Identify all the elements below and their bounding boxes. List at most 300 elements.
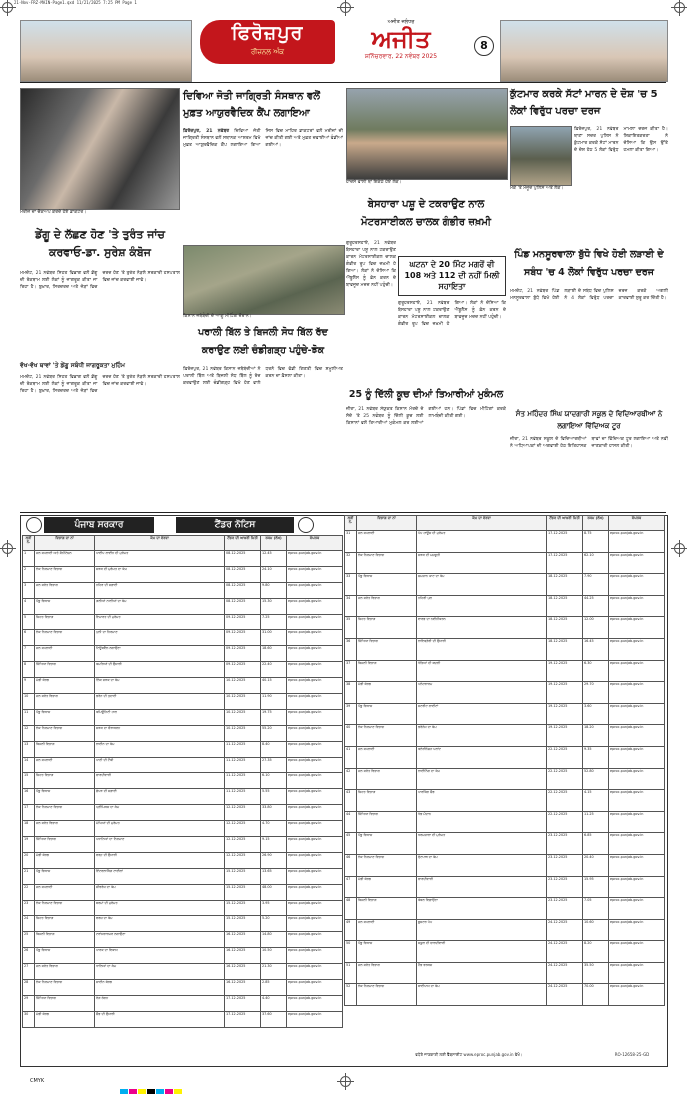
tender-row bbox=[23, 916, 343, 932]
tender-row bbox=[345, 660, 665, 682]
tender-cell: ਸੜਕ ਦਾ ਚੌੜਾਕਰਨ bbox=[95, 725, 225, 741]
tender-cell: ਸਿੱਖਿਆ ਵਿਭਾਗ bbox=[35, 662, 95, 678]
tender-cell: 48 bbox=[345, 898, 357, 920]
tender-cell: 31 bbox=[345, 531, 357, 553]
tender-cell: ਪੇਂਡੂ ਵਿਕਾਸ bbox=[357, 703, 417, 725]
tender-cell: eproc.punjab.gov.in bbox=[287, 551, 343, 567]
tender-row bbox=[23, 805, 343, 821]
tender-cell: ਲਿੰਕ ਸੜਕ ਦਾ ਕੰਮ bbox=[95, 678, 225, 694]
camp-text bbox=[183, 128, 343, 238]
tender-cell: 62.10 bbox=[583, 552, 609, 574]
crop-mark bbox=[2, 2, 13, 13]
tender-cell: ਮੰਡੀ ਬੋਰਡ bbox=[357, 682, 417, 704]
assault-photo bbox=[510, 126, 572, 186]
protest-photo-caption: ਕਿਸਾਨ ਜਥੇਬੰਦੀ ਦੇ ਆਗੂ ਮੀਟਿੰਗ ਦੌਰਾਨ। bbox=[183, 314, 252, 319]
tender-cell: 08.12.2025 bbox=[225, 551, 261, 567]
tender-cell: eproc.punjab.gov.in bbox=[609, 617, 665, 639]
school-headline: ਸੰਤ ਮਹਿੰਦਰ ਸਿੰਘ ਯਾਦਗਾਰੀ ਸਕੂਲ ਦੇ ਵਿਦਿਆਰਥੀਆਂ ਨੇ ਲਗਾਇਆ ਵਿੱਦਿਅਕ ਟੂਰ bbox=[515, 410, 663, 430]
tender-row bbox=[23, 1011, 343, 1027]
tender-cell: ਬਿਜਲੀ ਵਿਭਾਗ bbox=[357, 898, 417, 920]
tender-cell: 12.12.2025 bbox=[225, 852, 261, 868]
tender-cell: eproc.punjab.gov.in bbox=[609, 660, 665, 682]
tender-cell: 27.35 bbox=[261, 757, 287, 773]
tender-cell: ਜਲ ਸਪਲਾਈ bbox=[35, 884, 95, 900]
tender-row bbox=[23, 678, 343, 694]
tender-cell: 15.12.2025 bbox=[225, 916, 261, 932]
tender-cell: 17.12.2025 bbox=[547, 552, 583, 574]
tender-cell: ਡਰੇਨੇਜ ਦਾ ਕੰਮ bbox=[417, 725, 547, 747]
tender-cell: 23.12.2025 bbox=[547, 854, 583, 876]
tender-cell: ਲਾਇਬ੍ਰੇਰੀ ਦੀ ਉਸਾਰੀ bbox=[417, 638, 547, 660]
tender-cell: 19.75 bbox=[261, 709, 287, 725]
tender-cell: ਨਹਿਰ ਦੀ ਸਫ਼ਾਈ bbox=[95, 582, 225, 598]
tender-cell: eproc.punjab.gov.in bbox=[609, 768, 665, 790]
tender-row bbox=[345, 811, 665, 833]
tender-cell: ਪੇਂਡੂ ਵਿਕਾਸ bbox=[35, 709, 95, 725]
tender-cell: 38 bbox=[345, 682, 357, 704]
tender-cell: 37.60 bbox=[261, 1011, 287, 1027]
tender-row bbox=[345, 595, 665, 617]
tender-cell: eproc.punjab.gov.in bbox=[287, 630, 343, 646]
brand-tagline: ਅਜੀਤ ਜਲੰਧਰ bbox=[387, 19, 415, 25]
tender-cell: eproc.punjab.gov.in bbox=[287, 948, 343, 964]
dengue-subhead: ਵੱਖ-ਵੱਖ ਥਾਵਾਂ 'ਤੇ ਡੇਂਗੂ ਸਬੰਧੀ ਜਾਗਰੂਕਤਾ ਮੁਹਿੰਮ bbox=[20, 362, 125, 369]
tender-cell: 21.30 bbox=[261, 964, 287, 980]
tender-cell: ਇੰਟਰਲਾਕਿੰਗ ਟਾਈਲਾਂ bbox=[95, 868, 225, 884]
tender-cell: 11.12.2025 bbox=[225, 789, 261, 805]
tender-cell: eproc.punjab.gov.in bbox=[609, 703, 665, 725]
tender-cell: 31.00 bbox=[261, 630, 287, 646]
tender-cell: ਛੱਪੜ ਦੀ ਸਫ਼ਾਈ bbox=[95, 789, 225, 805]
tender-cell: ਸੜਕ ਦੀ ਮੁਰੰਮਤ ਦਾ ਕੰਮ bbox=[95, 566, 225, 582]
masthead-city-banner bbox=[200, 20, 335, 64]
masthead-left-photo bbox=[20, 20, 192, 82]
tender-cell: eproc.punjab.gov.in bbox=[287, 741, 343, 757]
tender-cell: 6.10 bbox=[261, 773, 287, 789]
tender-cell: ਮੋਘਿਆਂ ਦੀ ਮੁਰੰਮਤ bbox=[95, 821, 225, 837]
tender-cell: 39 bbox=[345, 703, 357, 725]
section-rule bbox=[20, 512, 666, 513]
tender-cell: 55.20 bbox=[261, 725, 287, 741]
tender-cell: ਜਲ ਸਰੋਤ ਵਿਭਾਗ bbox=[357, 962, 417, 984]
tender-cell: ਲੋਕ ਨਿਰਮਾਣ ਵਿਭਾਗ bbox=[357, 854, 417, 876]
tender-row bbox=[23, 948, 343, 964]
tender-cell: 10.12.2025 bbox=[225, 694, 261, 710]
brand-logo: ਅਜੀਤ bbox=[371, 25, 431, 53]
tender-cell: ਜਲ ਸਰੋਤ ਵਿਭਾਗ bbox=[357, 595, 417, 617]
tender-cell: 7.05 bbox=[583, 898, 609, 920]
col-header: ਲੜੀ ਨੰ. bbox=[345, 516, 357, 531]
tender-cell: 12.12.2025 bbox=[225, 821, 261, 837]
col-header: ਟੈਂਡਰ ਦੀ ਆਖ਼ਰੀ ਮਿਤੀ bbox=[225, 536, 261, 551]
tender-cell: eproc.punjab.gov.in bbox=[609, 833, 665, 855]
tender-cell: 13.65 bbox=[261, 868, 287, 884]
tender-row bbox=[345, 941, 665, 963]
tender-cell: eproc.punjab.gov.in bbox=[609, 854, 665, 876]
tender-cell: ਸਟਰੀਟ ਲਾਈਟਾਂ bbox=[417, 703, 547, 725]
punjab-emblem-icon bbox=[26, 517, 42, 533]
tender-ad-code: RO-12658-25-GD bbox=[614, 1052, 650, 1057]
tender-cell: 52 bbox=[345, 984, 357, 1006]
tender-cell: 11.12.2025 bbox=[225, 741, 261, 757]
tender-cell: ਲੋਕ ਨਿਰਮਾਣ ਵਿਭਾਗ bbox=[35, 980, 95, 996]
tender-cell: ਸਿੱਖਿਆ ਵਿਭਾਗ bbox=[357, 811, 417, 833]
tender-cell: 15.95 bbox=[583, 876, 609, 898]
tender-cell: 5.20 bbox=[261, 916, 287, 932]
tender-cell: 22.12.2025 bbox=[547, 746, 583, 768]
tender-row bbox=[345, 833, 665, 855]
tender-cell: eproc.punjab.gov.in bbox=[609, 876, 665, 898]
tender-cell: 9.15 bbox=[261, 837, 287, 853]
tender-cell: ਸਿਹਤ ਵਿਭਾਗ bbox=[35, 614, 95, 630]
tender-cell: 17 bbox=[23, 805, 35, 821]
tender-row bbox=[345, 725, 665, 747]
col-header: ਲੜੀ ਨੰ. bbox=[23, 536, 35, 551]
col-header: ਰਕਮ (ਲੱਖ) bbox=[583, 516, 609, 531]
tender-cell: eproc.punjab.gov.in bbox=[609, 552, 665, 574]
tender-title: ਟੈਂਡਰ ਨੋਟਿਸ bbox=[176, 517, 294, 533]
tender-row bbox=[23, 868, 343, 884]
col-header: ਵਿਭਾਗ ਦਾ ਨਾਂ bbox=[35, 536, 95, 551]
tender-cell: ਲਾਈਨ ਦਾ ਕੰਮ bbox=[95, 741, 225, 757]
tender-cell: 15.12.2025 bbox=[225, 900, 261, 916]
tender-cell: ਇਮਾਰਤ ਦੀ ਮੁਰੰਮਤ bbox=[95, 614, 225, 630]
tender-cell: eproc.punjab.gov.in bbox=[287, 598, 343, 614]
tender-cell: 15.30 bbox=[261, 598, 287, 614]
tender-cell: 19.12.2025 bbox=[547, 703, 583, 725]
tender-cell: 9.80 bbox=[261, 582, 287, 598]
tender-cell: ਪੇਂਡੂ ਵਿਕਾਸ bbox=[357, 574, 417, 596]
tender-cell: 22.12.2025 bbox=[547, 768, 583, 790]
city-name: ਫਿਰੋਜ਼ਪੁਰ bbox=[231, 22, 304, 44]
tender-cell: ਕੇਬਲ ਵਿਛਾਉਣਾ bbox=[417, 898, 547, 920]
tender-cell: eproc.punjab.gov.in bbox=[287, 821, 343, 837]
tender-cell: eproc.punjab.gov.in bbox=[287, 694, 343, 710]
tender-cell: ਸੀਵਰੇਜ ਦਾ ਕੰਮ bbox=[95, 884, 225, 900]
tender-row bbox=[23, 694, 343, 710]
camp-dateline: ਫ਼ਿਰੋਜ਼ਪੁਰ, 21 ਨਵੰਬਰ bbox=[183, 129, 230, 134]
tender-cell: ਕਮਿਊਨਿਟੀ ਹਾਲ bbox=[95, 709, 225, 725]
tender-cell: 11 bbox=[23, 709, 35, 725]
tender-row bbox=[23, 837, 343, 853]
tender-cell: ਪੁਲੀ ਦਾ ਨਿਰਮਾਣ bbox=[95, 630, 225, 646]
tender-cell: eproc.punjab.gov.in bbox=[609, 746, 665, 768]
tender-cell: 15 bbox=[23, 773, 35, 789]
tender-cell: ਪਾਈਪ ਲਾਈਨ ਦੀ ਮੁਰੰਮਤ bbox=[95, 551, 225, 567]
tender-cell: ਕਮਰਿਆਂ ਦੀ ਉਸਾਰੀ bbox=[95, 662, 225, 678]
accident-text: ਗੁਰੂਹਰਸਹਾਏ, 21 ਨਵੰਬਰ ਬੇਸਹਾਰਾ ਪਸ਼ੂ ਨਾਲ ਟਕਰਾਉਣ ਕਾਰਨ ਮੋਟਰਸਾਈਕਲ ਚਾਲਕ ਗੰਭੀਰ ਰੂਪ ਵਿਚ ਜ਼ਖ਼ਮੀ ਹੋ ਗਿਆ। ਲੋਕਾਂ ਨੇ ਦੱਸਿਆ ਕਿ ਐਂਬੂਲੈਂਸ ਨੂੰ ਫ਼ੋਨ ਕਰਨ ਦੇ ਬਾਵਜੂਦ ਮਦਦ ਨਹੀਂ ਪਹੁੰਚੀ। bbox=[346, 241, 396, 288]
tender-cell: ਸਿੱਖਿਆ ਵਿਭਾਗ bbox=[35, 995, 95, 1011]
tender-cell: 19.12.2025 bbox=[547, 682, 583, 704]
tender-cell: 18.12.2025 bbox=[547, 638, 583, 660]
dengue-photo-caption: ਮਰੀਜ਼ ਦਾ ਚੈੱਕਅਪ ਕਰਦੇ ਹੋਏ ਡਾਕਟਰ। bbox=[20, 210, 87, 215]
tender-cell: 42 bbox=[345, 768, 357, 790]
tender-cell: eproc.punjab.gov.in bbox=[287, 614, 343, 630]
tender-cell: 70.00 bbox=[583, 984, 609, 1006]
tender-cell: 4.70 bbox=[261, 821, 287, 837]
tender-cell: eproc.punjab.gov.in bbox=[609, 595, 665, 617]
tender-cell: ਪੇਂਡੂ ਵਿਕਾਸ bbox=[35, 598, 95, 614]
tender-cell: 9 bbox=[23, 678, 35, 694]
tender-cell: 22.12.2025 bbox=[547, 790, 583, 812]
issue-date: ਸ਼ਨਿੱਚਰਵਾਰ, 22 ਨਵੰਬਰ 2025 bbox=[364, 53, 438, 60]
tender-cell: 33 bbox=[345, 574, 357, 596]
tender-cell: 11.12.2025 bbox=[225, 773, 261, 789]
tender-row bbox=[23, 964, 343, 980]
tender-cell: ਪੇਂਡੂ ਵਿਕਾਸ bbox=[35, 948, 95, 964]
tender-row bbox=[23, 598, 343, 614]
tender-cell: 7 bbox=[23, 646, 35, 662]
tender-cell: ਖੰਭਿਆਂ ਦੀ ਬਦਲੀ bbox=[417, 660, 547, 682]
tender-cell: ਪਾਰਕਿੰਗ ਸ਼ੈੱਡ bbox=[417, 790, 547, 812]
tender-cell: ਪੰਪ ਹਾਊਸ ਦੀ ਮੁਰੰਮਤ bbox=[417, 531, 547, 553]
protest-headline: ਪਰਾਲੀ ਬਿੱਲ ਤੇ ਬਿਜਲੀ ਸੋਧ ਬਿੱਲ ਰੱਦ ਕਰਾਉਣ ਲਈ ਚੰਡੀਗੜ੍ਹ ਪਹੁੰਚੇ-ਝੋਕ bbox=[198, 327, 328, 356]
col-header: ਸੰਪਰਕ bbox=[287, 536, 343, 551]
tender-cell: 33.80 bbox=[261, 805, 287, 821]
tender-cell: ਚਾਰਦੀਵਾਰੀ bbox=[95, 773, 225, 789]
tender-cell: eproc.punjab.gov.in bbox=[609, 682, 665, 704]
tender-cell: 19.12.2025 bbox=[547, 660, 583, 682]
tender-cell: eproc.punjab.gov.in bbox=[287, 900, 343, 916]
assault-headline: ਕੁੱਟਮਾਰ ਕਰਕੇ ਸੱਟਾਂ ਮਾਰਨ ਦੇ ਦੋਸ਼ 'ਚ 5 ਲੋਕਾਂ ਵਿਰੁੱਧ ਪਰਚਾ ਦਰਜ bbox=[510, 89, 658, 117]
tender-cell: eproc.punjab.gov.in bbox=[287, 678, 343, 694]
tender-cell: 16.12.2025 bbox=[225, 980, 261, 996]
tender-cell: ਡਰੇਨ ਦੀ ਖੁਦਾਈ bbox=[95, 694, 225, 710]
tender-row bbox=[23, 709, 343, 725]
tender-cell: 8.40 bbox=[261, 741, 287, 757]
delhi-march-headline: 25 ਨੂੰ ਦਿੱਲੀ ਕੂਚ ਦੀਆਂ ਤਿਆਰੀਆਂ ਮੁਕੰਮਲ bbox=[348, 389, 504, 400]
tender-cell: ਸਾਈਨ ਬੋਰਡ bbox=[95, 980, 225, 996]
fight-text: ਮਮਦੋਟ, 21 ਨਵੰਬਰ ਪਿੰਡ ਮਨਸੂਰਵਾਲਾ ਬੁੱਧੋ ਵਿਖੇ ਹੋਈ ਲੜਾਈ ਦੇ ਸਬੰਧ ਵਿਚ ਪੁਲਿਸ ਨੇ 4 ਲੋਕਾਂ ਵਿਰੁੱਧ ਪਰਚਾ ਦਰਜ ਕਰਕੇ ਅਗਲੀ ਕਾਰਵਾਈ ਸ਼ੁਰੂ ਕਰ ਦਿੱਤੀ ਹੈ। bbox=[510, 289, 668, 301]
tender-cell: 18.60 bbox=[261, 646, 287, 662]
tender-cell: 20 bbox=[23, 852, 35, 868]
file-slug: 21-Nov-FRZ-MAIN-Page1.qxd 11/21/2025 7:25 PM Page 1 bbox=[14, 0, 137, 5]
tender-cell: ਜਲ ਸਪਲਾਈ bbox=[357, 531, 417, 553]
tender-cell: 13 bbox=[23, 741, 35, 757]
tender-govt-title: ਪੰਜਾਬ ਸਰਕਾਰ bbox=[44, 517, 154, 533]
tender-cell: eproc.punjab.gov.in bbox=[609, 919, 665, 941]
tender-cell: 09.12.2025 bbox=[225, 646, 261, 662]
tender-cell: ਪਾਣੀ ਦੀ ਟੈਂਕੀ bbox=[95, 757, 225, 773]
tender-cell: eproc.punjab.gov.in bbox=[609, 984, 665, 1006]
tender-cell: 36 bbox=[345, 638, 357, 660]
tender-row bbox=[345, 790, 665, 812]
tender-row bbox=[23, 725, 343, 741]
tender-cell: 14.80 bbox=[261, 932, 287, 948]
tender-row bbox=[345, 703, 665, 725]
tender-cell: ਲਾਈਨਿੰਗ ਦਾ ਕੰਮ bbox=[417, 768, 547, 790]
tender-cell: ਸਕੂਲ ਦੀ ਚਾਰਦੀਵਾਰੀ bbox=[417, 941, 547, 963]
tender-cell: 24.12.2025 bbox=[547, 984, 583, 1006]
tender-cell: ਬਿਜਲੀ ਵਿਭਾਗ bbox=[35, 932, 95, 948]
tender-cell: 10.12.2025 bbox=[225, 678, 261, 694]
tender-cell: 29.70 bbox=[583, 682, 609, 704]
tender-cell: 40.15 bbox=[261, 678, 287, 694]
tender-cell: 2 bbox=[23, 566, 35, 582]
tender-cell: eproc.punjab.gov.in bbox=[287, 852, 343, 868]
tender-cell: 12.00 bbox=[583, 617, 609, 639]
col-header: ਟੈਂਡਰ ਦੀ ਆਖ਼ਰੀ ਮਿਤੀ bbox=[547, 516, 583, 531]
tender-cell: ਪ੍ਰੀਮਿਕਸ ਦਾ ਕੰਮ bbox=[95, 805, 225, 821]
tender-cell: 24.10 bbox=[261, 566, 287, 582]
tender-cell: 37 bbox=[345, 660, 357, 682]
camp-photo bbox=[20, 88, 180, 210]
tender-cell: eproc.punjab.gov.in bbox=[287, 964, 343, 980]
tender-row bbox=[23, 789, 343, 805]
tender-cell: 23.12.2025 bbox=[547, 876, 583, 898]
tender-cell: 25 bbox=[23, 932, 35, 948]
tender-cell: 08.12.2025 bbox=[225, 566, 261, 582]
tender-cell: 18 bbox=[23, 821, 35, 837]
fight-headline: ਪਿੰਡ ਮਨਸੂਰਵਾਲਾ ਬੁੱਧੋ ਵਿਖੇ ਹੋਈ ਲੜਾਈ ਦੇ ਸਬੰਧ 'ਚ 4 ਲੋਕਾਂ ਵਿਰੁੱਧ ਪਰਚਾ ਦਰਜ bbox=[514, 249, 664, 278]
accident-photo bbox=[346, 88, 508, 180]
tender-cell: ਖਾਲਿਆਂ ਦਾ ਕੰਮ bbox=[95, 964, 225, 980]
tender-cell: ਜਲ ਸਰੋਤ ਵਿਭਾਗ bbox=[35, 582, 95, 598]
tender-row bbox=[345, 746, 665, 768]
tender-cell: 10.60 bbox=[583, 919, 609, 941]
tender-row bbox=[23, 932, 343, 948]
tender-cell: 15.12.2025 bbox=[225, 868, 261, 884]
tender-cell: eproc.punjab.gov.in bbox=[609, 531, 665, 553]
tender-cell: 4 bbox=[23, 598, 35, 614]
tender-cell: 7.90 bbox=[583, 574, 609, 596]
tender-cell: eproc.punjab.gov.in bbox=[609, 638, 665, 660]
tender-cell: ਲੋਕ ਨਿਰਮਾਣ ਵਿਭਾਗ bbox=[35, 725, 95, 741]
tender-cell: 12.12.2025 bbox=[225, 837, 261, 853]
tender-row bbox=[23, 852, 343, 868]
accident-text-2: ਗੁਰੂਹਰਸਹਾਏ, 21 ਨਵੰਬਰ ਬੇਸਹਾਰਾ ਪਸ਼ੂ ਨਾਲ ਟਕਰਾਉਣ ਕਾਰਨ ਮੋਟਰਸਾਈਕਲ ਚਾਲਕ ਗੰਭੀਰ ਰੂਪ ਵਿਚ ਜ਼ਖ਼ਮੀ ਹੋ ਗਿਆ। ਲੋਕਾਂ ਨੇ ਦੱਸਿਆ ਕਿ ਐਂਬੂਲੈਂਸ ਨੂੰ ਫ਼ੋਨ ਕਰਨ ਦੇ ਬਾਵਜੂਦ ਮਦਦ ਨਹੀਂ ਪਹੁੰਚੀ। bbox=[398, 301, 506, 327]
tender-cell: 45 bbox=[345, 833, 357, 855]
edition-name: ਰੀਜ਼ਨਲ ਅੰਕ bbox=[250, 48, 285, 56]
tender-row bbox=[345, 984, 665, 1006]
tender-cell: ਫੁੱਟਪਾਥ ਦਾ ਕੰਮ bbox=[417, 854, 547, 876]
tender-cell: ਸਿੱਖਿਆ ਵਿਭਾਗ bbox=[35, 837, 95, 853]
tender-table-left bbox=[22, 535, 343, 1028]
tender-cell: 27 bbox=[23, 964, 35, 980]
tender-cell: 6 bbox=[23, 630, 35, 646]
tender-cell: eproc.punjab.gov.in bbox=[609, 962, 665, 984]
tender-cell: 11.25 bbox=[583, 811, 609, 833]
tender-cell: eproc.punjab.gov.in bbox=[287, 566, 343, 582]
tender-cell: 1 bbox=[23, 551, 35, 567]
tender-cell: ਬਿਜਲੀ ਵਿਭਾਗ bbox=[35, 741, 95, 757]
tender-table-right bbox=[344, 515, 665, 1006]
tender-cell: eproc.punjab.gov.in bbox=[287, 582, 343, 598]
tender-cell: eproc.punjab.gov.in bbox=[287, 884, 343, 900]
tender-cell: ਲੋਕ ਨਿਰਮਾਣ ਵਿਭਾਗ bbox=[357, 552, 417, 574]
tender-cell: ਲੋਕ ਨਿਰਮਾਣ ਵਿਭਾਗ bbox=[35, 566, 95, 582]
tender-cell: 16.12.2025 bbox=[225, 932, 261, 948]
tender-cell: eproc.punjab.gov.in bbox=[287, 980, 343, 996]
tender-row bbox=[23, 773, 343, 789]
dengue-text: ਮਮਦੋਟ, 21 ਨਵੰਬਰ ਸਿਹਤ ਵਿਭਾਗ ਵਲੋਂ ਡੇਂਗੂ ਦੀ ਰੋਕਥਾਮ ਲਈ ਲੋਕਾਂ ਨੂੰ ਜਾਗਰੂਕ ਕੀਤਾ ਜਾ ਰਿਹਾ ਹੈ। ਬੁਖ਼ਾਰ, ਸਿਰਦਰਦ ਅਤੇ ਜੋੜਾਂ ਵਿਚ ਦਰਦ ਹੋਣ 'ਤੇ ਤੁਰੰਤ ਨੇੜਲੇ ਸਰਕਾਰੀ ਹਸਪਤਾਲ ਵਿਚ ਜਾਂਚ ਕਰਵਾਈ ਜਾਵੇ। bbox=[20, 271, 180, 290]
tender-cell: eproc.punjab.gov.in bbox=[287, 646, 343, 662]
page-number: 8 bbox=[474, 36, 494, 56]
tender-row bbox=[23, 662, 343, 678]
color-strip-label: CMYK bbox=[30, 1078, 45, 1084]
tender-footer: ਵਧੇਰੇ ਜਾਣਕਾਰੀ ਲਈ ਵੈੱਬਸਾਈਟ www.eproc.punjab.gov.in ਵੇਖੋ। bbox=[415, 1052, 523, 1057]
tender-row bbox=[345, 898, 665, 920]
tender-cell: 3.95 bbox=[261, 900, 287, 916]
tender-cell: ਜਲ ਸਰੋਤ ਵਿਭਾਗ bbox=[35, 821, 95, 837]
tender-cell: ਫੜ੍ਹ ਦੀ ਉਸਾਰੀ bbox=[95, 852, 225, 868]
tender-cell: 7.25 bbox=[261, 614, 287, 630]
tender-cell: 16.12.2025 bbox=[225, 964, 261, 980]
tender-cell: ਬਿਜਲੀ ਵਿਭਾਗ bbox=[357, 660, 417, 682]
masthead-right-photo bbox=[500, 20, 668, 82]
tender-row bbox=[23, 566, 343, 582]
tender-cell: eproc.punjab.gov.in bbox=[609, 790, 665, 812]
protest-text: ਫ਼ਿਰੋਜ਼ਪੁਰ, 21 ਨਵੰਬਰ ਕਿਸਾਨ ਜਥੇਬੰਦੀਆਂ ਨੇ ਪਰਾਲੀ ਬਿੱਲ ਅਤੇ ਬਿਜਲੀ ਸੋਧ ਬਿੱਲ ਨੂੰ ਰੱਦ ਕਰਵਾਉਣ ਲਈ ਚੰਡੀਗੜ੍ਹ ਵਿਖੇ ਹੋਣ ਵਾਲੇ ਧਰਨੇ ਵਿਚ ਵੱਡੀ ਗਿਣਤੀ ਵਿਚ ਸ਼ਮੂਲੀਅਤ ਕਰਨ ਦਾ ਫ਼ੈਸਲਾ ਕੀਤਾ। bbox=[183, 367, 343, 386]
tender-cell: ਫਰਸ਼ ਦਾ ਕੰਮ bbox=[95, 916, 225, 932]
tender-cell: ਧਰਮਸ਼ਾਲਾ ਦੀ ਮੁਰੰਮਤ bbox=[417, 833, 547, 855]
tender-cell: 18.12.2025 bbox=[547, 617, 583, 639]
tender-cell: 10.50 bbox=[261, 948, 287, 964]
tender-cell: ਪਾਰਕ ਦਾ ਵਿਕਾਸ bbox=[95, 948, 225, 964]
tender-cell: 28 bbox=[23, 980, 35, 996]
tender-cell: 19 bbox=[23, 837, 35, 853]
tender-row bbox=[23, 995, 343, 1011]
tender-cell: ਲੋਕ ਨਿਰਮਾਣ ਵਿਭਾਗ bbox=[357, 984, 417, 1006]
tender-cell: 10 bbox=[23, 694, 35, 710]
tender-cell: ਮੰਡੀ ਬੋਰਡ bbox=[35, 1011, 95, 1027]
tender-cell: ਮੰਡੀ ਬੋਰਡ bbox=[35, 852, 95, 868]
tender-cell: ਪੇਂਡੂ ਵਿਕਾਸ bbox=[35, 789, 95, 805]
school-text: ਜ਼ੀਰਾ, 21 ਨਵੰਬਰ ਸਕੂਲ ਦੇ ਵਿਦਿਆਰਥੀਆਂ ਨੇ ਅਧਿਆਪਕਾਂ ਦੀ ਅਗਵਾਈ ਹੇਠ ਇਤਿਹਾਸਕ ਥਾਵਾਂ ਦਾ ਵਿੱਦਿਅਕ ਟੂਰ ਲਗਾਇਆ ਅਤੇ ਨਵੀਂ ਜਾਣਕਾਰੀ ਹਾਸਲ ਕੀਤੀ। bbox=[510, 437, 668, 449]
tender-cell: ਸਿਹਤ ਵਿਭਾਗ bbox=[35, 916, 95, 932]
tender-row bbox=[23, 884, 343, 900]
crop-mark bbox=[2, 543, 13, 554]
tender-cell: eproc.punjab.gov.in bbox=[287, 1011, 343, 1027]
tender-cell: 12 bbox=[23, 725, 35, 741]
col-header: ਸੰਪਰਕ bbox=[609, 516, 665, 531]
accident-photo-caption: ਹਾਦਸੇ ਵਾਲੀ ਥਾਂ ਇਕੱਠੇ ਹੋਏ ਲੋਕ। bbox=[346, 180, 402, 185]
tender-cell: 26 bbox=[23, 948, 35, 964]
protest-photo bbox=[183, 245, 345, 315]
tender-cell: ਨਹਿਰੀ ਪੁਲ bbox=[417, 595, 547, 617]
tender-cell: eproc.punjab.gov.in bbox=[287, 916, 343, 932]
tender-cell: ਜਲ ਸਪਲਾਈ bbox=[357, 746, 417, 768]
tender-cell: 5 bbox=[23, 614, 35, 630]
tender-cell: eproc.punjab.gov.in bbox=[287, 773, 343, 789]
tender-cell: ਹੈੱਡ ਵਰਕਸ bbox=[417, 962, 547, 984]
tender-cell: eproc.punjab.gov.in bbox=[609, 725, 665, 747]
crop-mark bbox=[674, 543, 685, 554]
tender-cell: ਸਿਹਤ ਵਿਭਾਗ bbox=[35, 773, 95, 789]
col-header: ਰਕਮ (ਲੱਖ) bbox=[261, 536, 287, 551]
tender-cell: 18.12.2025 bbox=[547, 595, 583, 617]
tender-row bbox=[23, 551, 343, 567]
tender-cell: 09.12.2025 bbox=[225, 614, 261, 630]
tender-cell: 30 bbox=[23, 1011, 35, 1027]
tender-row bbox=[345, 768, 665, 790]
tender-cell: ਜਲ ਸਪਲਾਈ bbox=[357, 919, 417, 941]
tender-row bbox=[345, 876, 665, 898]
tender-cell: 5.55 bbox=[261, 789, 287, 805]
tender-cell: ਰੰਗ ਰੋਗਨ bbox=[95, 995, 225, 1011]
tender-cell: 18.12.2025 bbox=[547, 574, 583, 596]
tender-cell: ਕਲੋਰੀਨੇਸ਼ਨ ਪਲਾਂਟ bbox=[417, 746, 547, 768]
crop-mark bbox=[674, 2, 685, 13]
tender-cell: 48.00 bbox=[261, 884, 287, 900]
col-header: ਕੰਮ ਦਾ ਵੇਰਵਾ bbox=[417, 516, 547, 531]
tender-cell: 52.80 bbox=[583, 768, 609, 790]
punjab-emblem-icon bbox=[298, 517, 314, 533]
tender-row bbox=[23, 582, 343, 598]
tender-cell: 50 bbox=[345, 941, 357, 963]
tender-cell: ਬਾਈਪਾਸ ਦਾ ਕੰਮ bbox=[417, 984, 547, 1006]
tender-cell: 40 bbox=[345, 725, 357, 747]
